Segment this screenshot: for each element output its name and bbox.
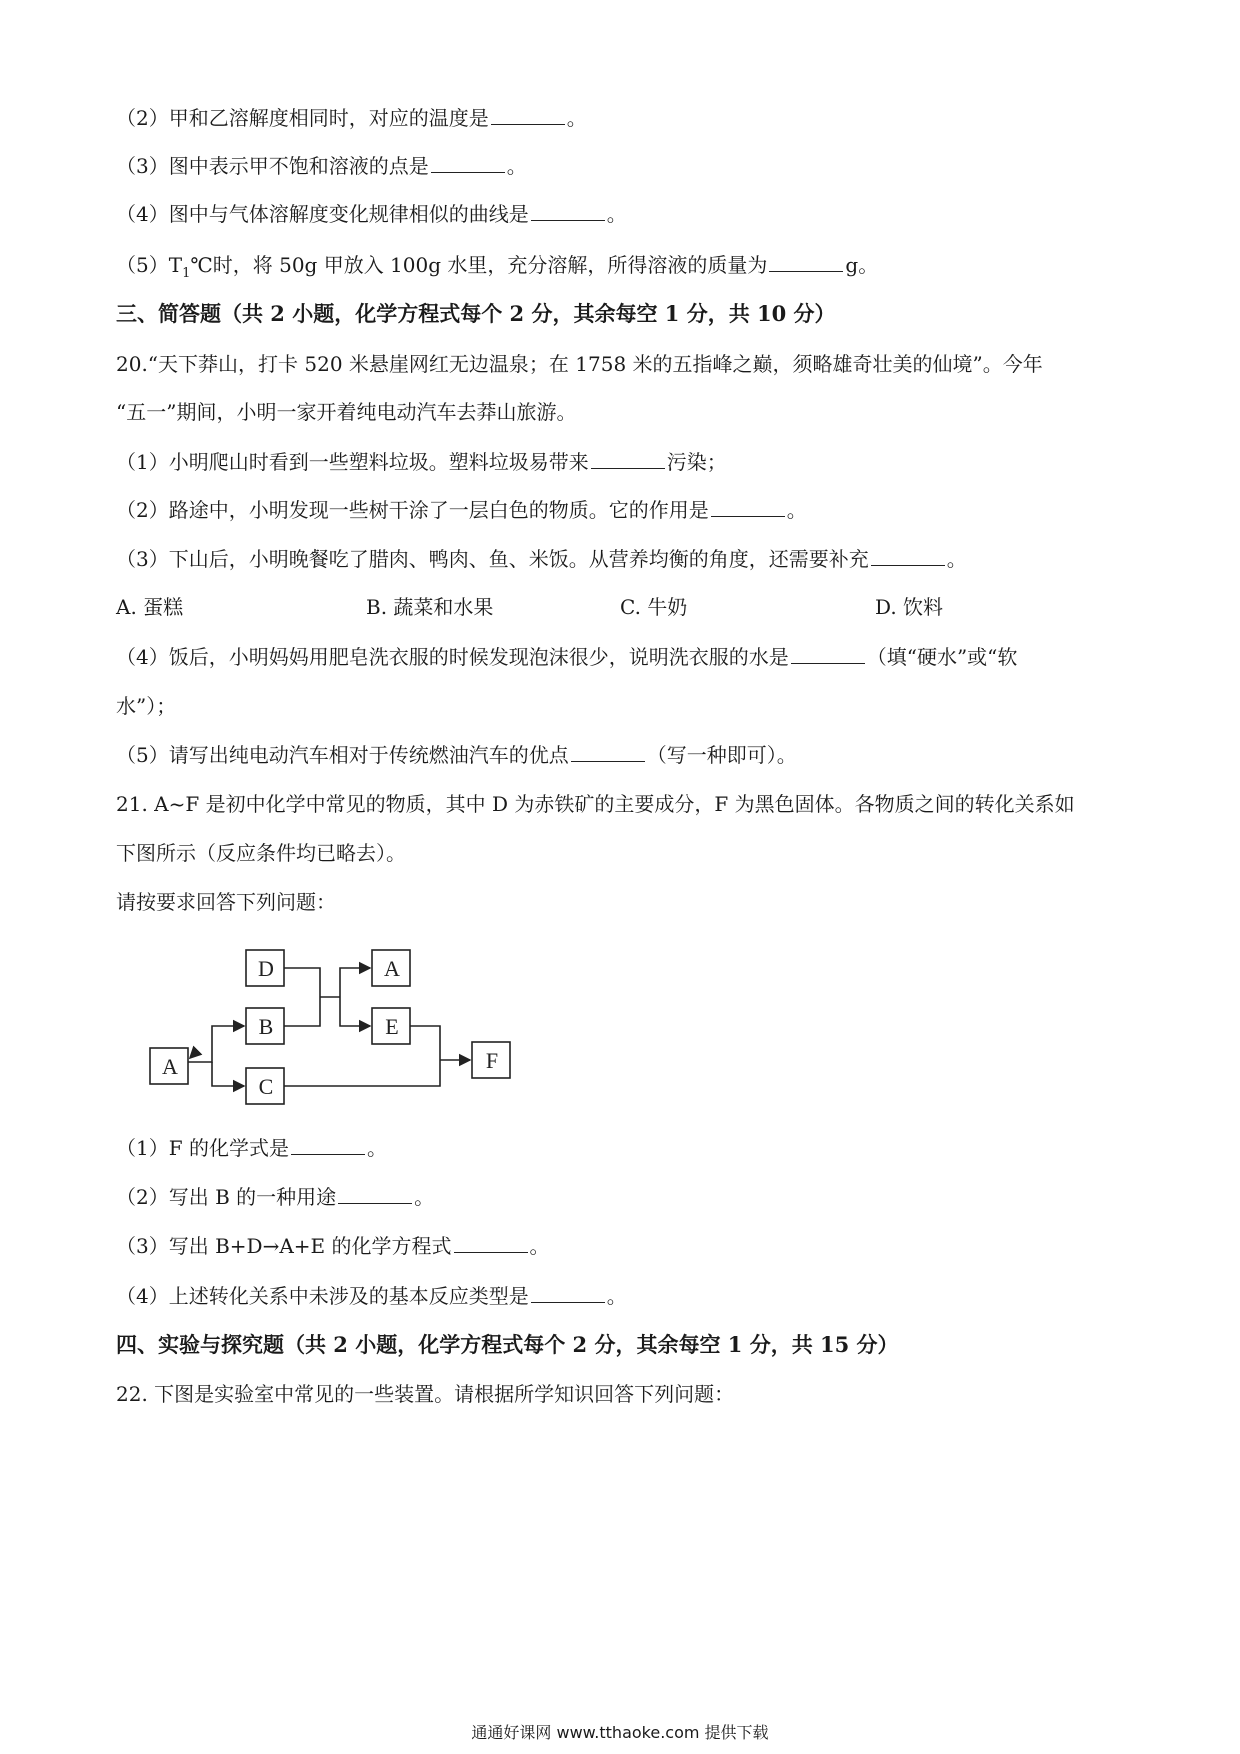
q20-part4-text: （4）饭后，小明妈妈用肥皂洗衣服的时候发现泡沫很少，说明洗衣服的水是 xyxy=(116,645,789,669)
answer-blank xyxy=(591,450,665,469)
q21-part3-text: （3）写出 B+D→A+E 的化学方程式 xyxy=(116,1234,452,1258)
q21-part1-text: （1）F 的化学式是 xyxy=(116,1136,289,1160)
q20-part2 xyxy=(116,496,807,524)
q21-intro-line2: 下图所示（反应条件均已略去）。 xyxy=(116,841,406,865)
q21-part1-end: 。 xyxy=(366,1136,387,1160)
answer-blank xyxy=(338,1185,412,1204)
q20-part1 xyxy=(116,448,727,476)
q19-part3 xyxy=(116,152,527,180)
q20-part3 xyxy=(116,545,967,573)
answer-blank xyxy=(531,1284,605,1303)
option-b: B. 蔬菜和水果 xyxy=(366,595,494,619)
q19-part5 xyxy=(116,251,878,288)
q19-part5-end: g。 xyxy=(845,253,879,277)
q20-part5 xyxy=(116,741,797,769)
line-d-merge xyxy=(284,968,320,997)
q20-part1-end: 污染； xyxy=(666,450,727,474)
q22-intro: 22. 下图是实验室中常见的一些装置。请根据所学知识回答下列问题： xyxy=(116,1382,735,1406)
q19-part2-end: 。 xyxy=(566,106,587,130)
q21-part4 xyxy=(116,1282,627,1310)
q19-part2 xyxy=(116,104,587,132)
line-c-right xyxy=(284,1060,440,1086)
arrow-to-e xyxy=(340,997,370,1026)
box-label-a-left: A xyxy=(162,1054,178,1079)
box-label-f: F xyxy=(485,1048,499,1073)
option-c: C. 牛奶 xyxy=(620,595,688,619)
box-label-c: C xyxy=(258,1074,274,1099)
q19-part3-end: 。 xyxy=(506,154,527,178)
q20-part2-text: （2）路途中，小明发现一些树干涂了一层白色的物质。它的作用是 xyxy=(116,498,709,522)
page-footer: 通通好课网 www.tthaoke.com 提供下载 xyxy=(471,1723,769,1742)
q20-part5-text: （5）请写出纯电动汽车相对于传统燃油汽车的优点 xyxy=(116,743,569,767)
q19-part2-text: （2）甲和乙溶解度相同时，对应的温度是 xyxy=(116,106,489,130)
answer-blank xyxy=(769,253,843,272)
q20-part4-end: （填“硬水”或“软 xyxy=(866,645,1018,669)
q20-part3-text: （3）下山后，小明晚餐吃了腊肉、鸭肉、鱼、米饭。从营养均衡的角度，还需要补充 xyxy=(116,547,869,571)
q21-part4-text: （4）上述转化关系中未涉及的基本反应类型是 xyxy=(116,1284,529,1308)
q19-part4-end: 。 xyxy=(606,202,627,226)
q19-part3-text: （3）图中表示甲不饱和溶液的点是 xyxy=(116,154,429,178)
box-label-a-right: A xyxy=(384,956,400,981)
q20-intro-line1: 20.“天下莽山，打卡 520 米悬崖网红无边温泉；在 1758 米的五指峰之巅，须略雄奇壮美的仙境”。今年 xyxy=(116,352,1043,376)
box-label-e: E xyxy=(385,1014,399,1039)
q20-part1-text: （1）小明爬山时看到一些塑料垃圾。塑料垃圾易带来 xyxy=(116,450,589,474)
q19-part5-text: （5）T xyxy=(116,253,183,277)
arrow-a-to-c xyxy=(212,1062,244,1086)
answer-blank xyxy=(571,743,645,762)
line-e-down xyxy=(410,1026,440,1060)
option-a: A. 蛋糕 xyxy=(116,595,184,619)
box-label-d: D xyxy=(258,956,274,981)
answer-blank xyxy=(491,106,565,125)
q21-intro-line1: 21. A~F 是初中化学中常见的物质，其中 D 为赤铁矿的主要成分，F 为黑色固体。各物质之间的转化关系如 xyxy=(116,792,1075,816)
q21-intro-line3: 请按要求回答下列问题： xyxy=(116,890,336,914)
q20-part2-end: 。 xyxy=(786,498,807,522)
answer-blank xyxy=(291,1136,365,1155)
q21-part4-end: 。 xyxy=(606,1284,627,1308)
arrow-to-a xyxy=(340,968,370,997)
q20-part5-end: （写一种即可）。 xyxy=(646,743,797,767)
conversion-diagram xyxy=(140,940,540,1110)
q21-part2-text: （2）写出 B 的一种用途 xyxy=(116,1185,337,1209)
q19-part5-text-cont: ℃时，将 50g 甲放入 100g 水里，充分溶解，所得溶液的质量为 xyxy=(190,253,768,277)
line-b-merge xyxy=(284,997,320,1026)
q21-part3-end: 。 xyxy=(529,1234,550,1258)
answer-blank xyxy=(531,202,605,221)
q21-part1 xyxy=(116,1134,387,1162)
q21-part3 xyxy=(116,1232,550,1260)
q20-part3-end: 。 xyxy=(946,547,967,571)
answer-blank xyxy=(431,154,505,173)
answer-blank xyxy=(791,645,865,664)
arrow-a-to-b xyxy=(188,1026,244,1062)
option-d: D. 饮料 xyxy=(875,595,944,619)
section-3-heading: 三、简答题（共 2 小题，化学方程式每个 2 分，其余每空 1 分，共 10 分） xyxy=(116,301,836,326)
q20-intro-line2: “五一”期间，小明一家开着纯电动汽车去莽山旅游。 xyxy=(116,400,577,424)
section-4-heading: 四、实验与探究题（共 2 小题，化学方程式每个 2 分，其余每空 1 分，共 15 分） xyxy=(116,1332,899,1357)
q19-part4 xyxy=(116,200,627,228)
q20-part4-cont: 水”）； xyxy=(116,694,177,718)
subscript: 1 xyxy=(182,266,191,281)
arrow-into-a xyxy=(190,1052,196,1058)
q21-part2-end: 。 xyxy=(414,1185,435,1209)
q21-part2 xyxy=(116,1183,434,1211)
answer-blank xyxy=(871,547,945,566)
answer-blank xyxy=(454,1234,528,1253)
answer-blank xyxy=(711,498,785,517)
q19-part4-text: （4）图中与气体溶解度变化规律相似的曲线是 xyxy=(116,202,529,226)
q20-part4 xyxy=(116,643,1017,671)
box-label-b: B xyxy=(258,1014,274,1039)
